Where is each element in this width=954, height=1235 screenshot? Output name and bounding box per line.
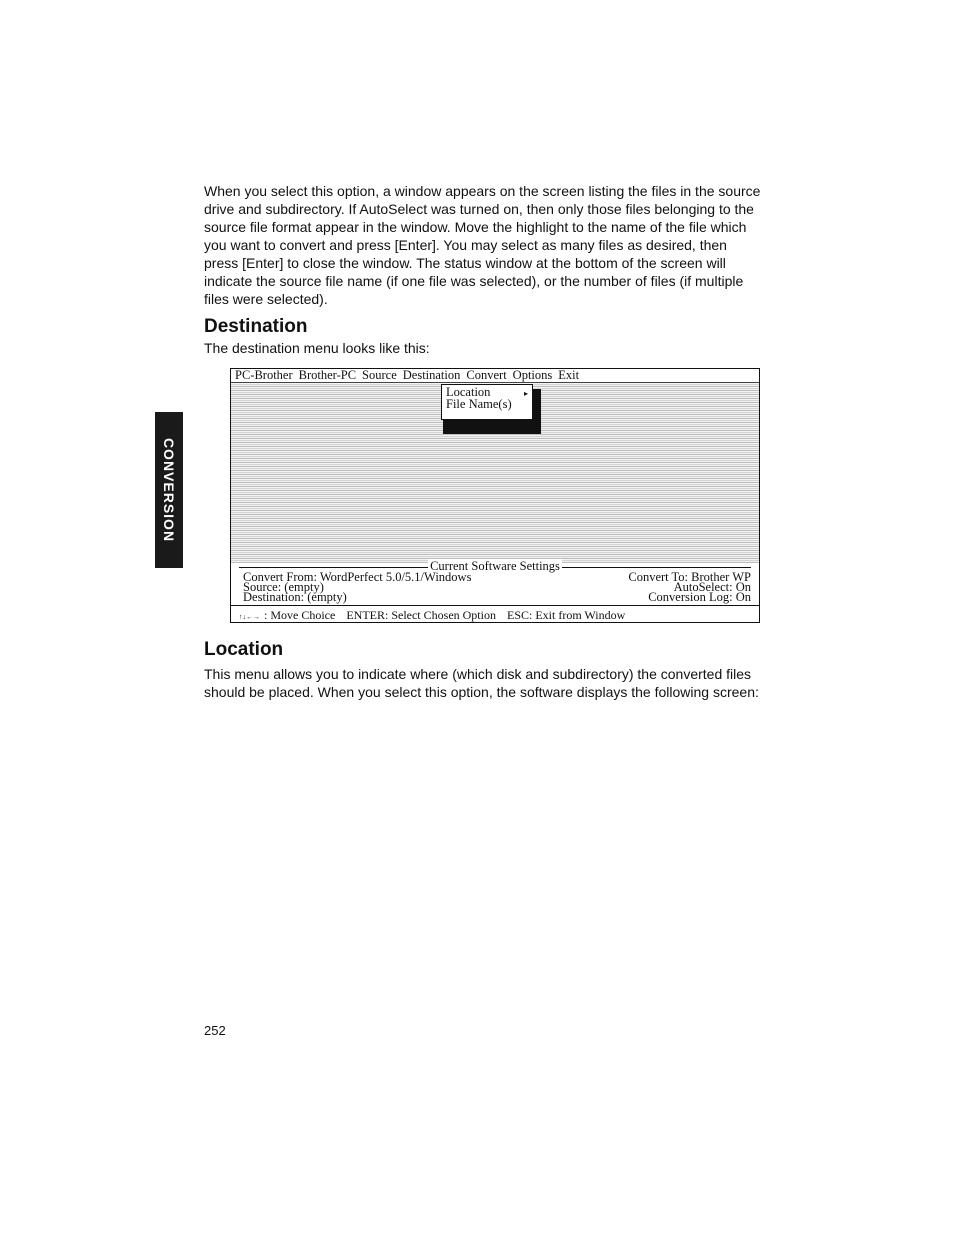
body-paragraph-location: This menu allows you to indicate where (which disk and subdirectory) the converted files should be placed. When you select this option, the software displays the following screen: xyxy=(204,666,759,700)
settings-panel-title-text: Current Software Settings xyxy=(430,559,560,573)
setting-convert-from: Convert From: WordPerfect 5.0/5.1/Windows xyxy=(243,570,472,584)
menu-item-pc-brother[interactable]: PC-Brother xyxy=(235,368,293,382)
section-tab-label: CONVERSION xyxy=(161,437,177,543)
status-bar-rule xyxy=(231,605,759,606)
menu-item-brother-pc[interactable]: Brother-PC xyxy=(298,368,357,382)
body-paragraph-file-selection: When you select this option, a window appears on the screen listing the files in the source drive and subdirectory. If AutoSelect was turned on, then only those files belonging to the source file format appear in the window. Move the highlight to the name of the file which you want to convert and press [Enter]. You may select as many files as desired, then press [Enter] to close the window. The status window at the bottom of the screen will indicate the source file name (if one file was selected), or the number of files (if multiple files were selected). xyxy=(204,183,761,307)
destination-menu-screen xyxy=(230,368,760,623)
help-esc: ESC: Exit from Window xyxy=(506,608,626,622)
help-move-choice: : Move Choice xyxy=(264,608,336,622)
dropdown-shadow-bottom xyxy=(443,420,541,434)
page-number: 252 xyxy=(204,1023,226,1038)
submenu-arrow-icon: ▸ xyxy=(523,389,528,398)
destination-intro: The destination menu looks like this: xyxy=(204,340,430,356)
dropdown-item-location[interactable]: Location xyxy=(446,385,491,399)
dropdown-item-file-names[interactable]: File Name(s) xyxy=(446,397,512,411)
setting-convert-to: Convert To: Brother WP xyxy=(628,570,751,584)
menu-item-exit[interactable]: Exit xyxy=(558,368,580,382)
settings-row xyxy=(243,592,751,602)
heading-destination: Destination xyxy=(204,316,308,337)
section-tab-conversion xyxy=(155,412,183,568)
menu-bar xyxy=(231,369,759,383)
help-enter: ENTER: Select Chosen Option xyxy=(346,608,496,622)
key-help-bar xyxy=(239,609,625,623)
menu-item-convert[interactable]: Convert xyxy=(466,368,507,382)
arrow-keys-icon: ↑↓←→ xyxy=(239,613,260,621)
setting-destination: Destination: (empty) xyxy=(243,590,347,604)
menu-item-options[interactable]: Options xyxy=(512,368,553,382)
setting-source: Source: (empty) xyxy=(243,580,324,594)
setting-autoselect: AutoSelect: On xyxy=(673,580,751,594)
menu-item-destination[interactable]: Destination xyxy=(402,368,461,382)
menu-item-source[interactable]: Source xyxy=(362,368,397,382)
heading-location: Location xyxy=(204,639,284,660)
setting-conversion-log: Conversion Log: On xyxy=(648,590,751,604)
settings-panel xyxy=(243,572,751,602)
destination-dropdown xyxy=(441,384,533,420)
